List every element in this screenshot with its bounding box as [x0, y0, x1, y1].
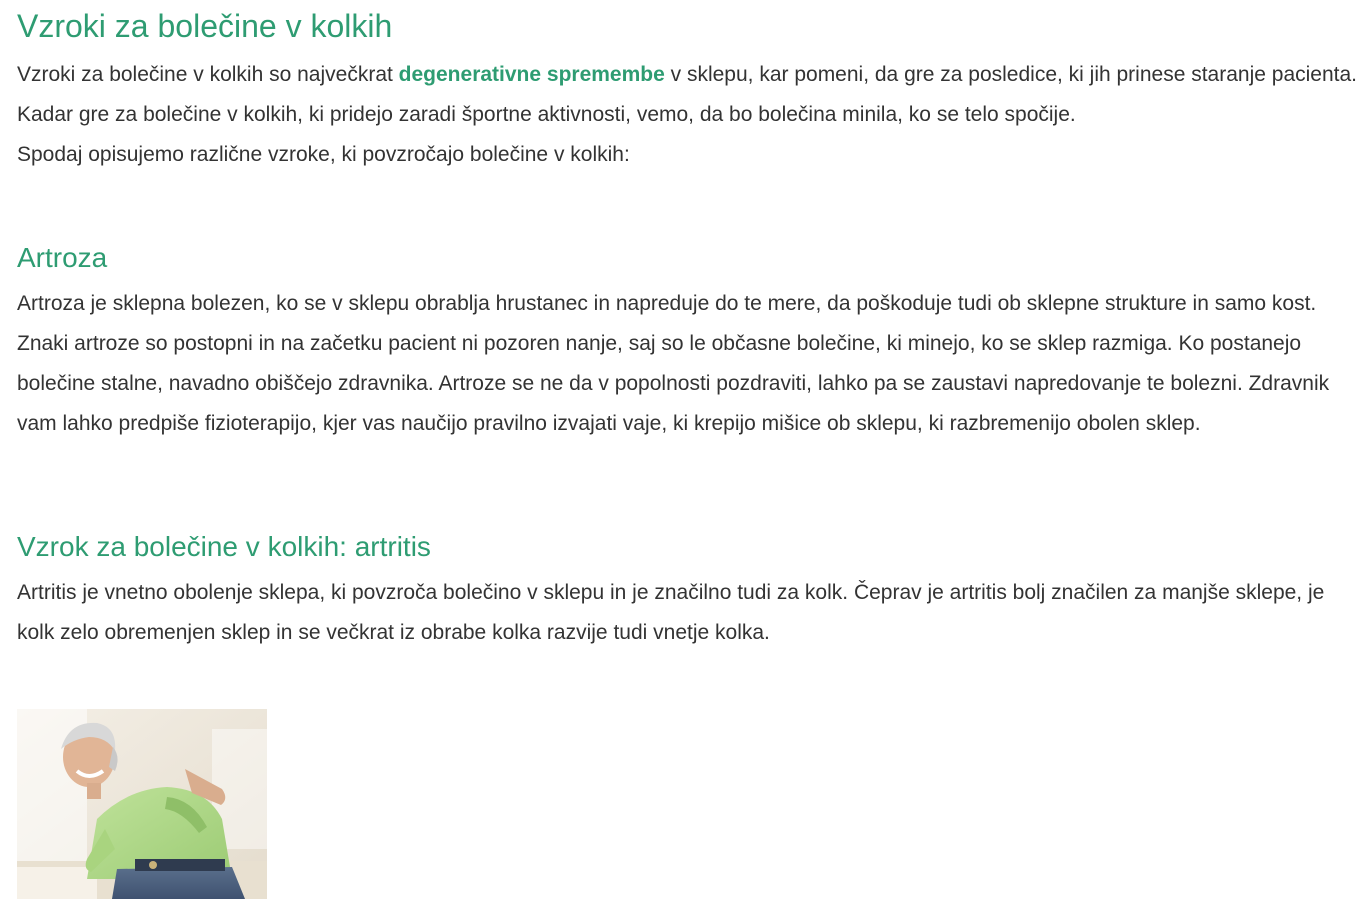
page-title: Vzroki za bolečine v kolkih [17, 8, 393, 44]
section-text-artritis: Artritis je vnetno obolenje sklepa, ki povzroča bolečino v sklepu in je značilno tudi za kolk. Čeprav je artritis bolj značilen za manjše sklepe, je kolk zelo obremenjen sklep in se večkrat iz obrabe kolka razvije tudi vnetje kolka. [17, 581, 1325, 644]
article [17, 0, 1359, 653]
intro-text-before: Vzroki za bolečine v kolkih so največkrat [17, 63, 399, 86]
intro-paragraph [17, 55, 1359, 135]
section-text-artroza: Artroza je sklepna bolezen, ko se v sklepu obrablja hrustanec in napreduje do te mere, da poškoduje tudi ob sklepne strukture in samo kost. Znaki artroze so postopni in na začetku pacient ni pozoren nanje, saj so le občasne bolečine, ki minejo, ko se sklep razmiga. Ko postanejo bolečine stalne, navadno obiščejo zdravnika. Artroze se ne da v popolnosti pozdraviti, lahko pa se zaustavi napredovanje te bolezni. Zdravnik vam lahko predpiše fizioterapijo, kjer vas naučijo pravilno izvajati vaje, ki krepijo mišice ob sklepu, ki razbremenijo obolen sklep. [17, 292, 1330, 435]
intro-text-after: v sklepu, kar pomeni, da gre za posledice, ki jih prinese staranje pacienta. Kadar gre za bolečine v kolkih, ki pridejo zaradi športne aktivnosti, vemo, da bo bolečina minila, ko se telo spočije. [17, 63, 1357, 126]
hip-pain-photo [17, 709, 267, 899]
section-heading-artritis: Vzrok za bolečine v kolkih: artritis [17, 531, 431, 562]
intro-paragraph-2: Spodaj opisujemo različne vzroke, ki povzročajo bolečine v kolkih: [17, 143, 630, 166]
degenerative-changes-link[interactable]: degenerativne spremembe [398, 63, 665, 86]
section-heading-artroza: Artroza [17, 242, 108, 273]
hip-pain-illustration [17, 709, 267, 899]
